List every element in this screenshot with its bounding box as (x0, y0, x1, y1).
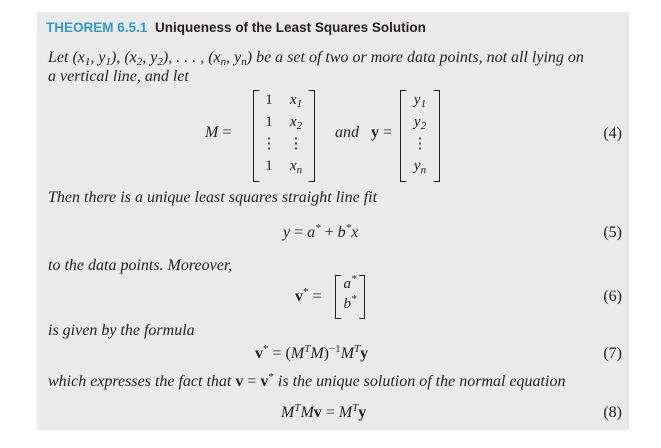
equation-5: y = a* + b*x (283, 222, 359, 241)
equation-number-8: (8) (603, 404, 622, 421)
and-connector: and (335, 124, 359, 141)
equation-6-lhs: v* = (295, 286, 322, 305)
theorem-title: Uniqueness of the Least Squares Solution (155, 20, 426, 35)
equation-7: $v^* = (M^TM)^{-1}M^Ty$ (255, 343, 369, 362)
intro-line-2: a vertical line, and let (48, 68, 189, 85)
equation-8: $M^TMv = M^Ty$ (281, 402, 367, 421)
vector-y: $y_1$ $y_2$ ⋮ $y_n$ (400, 90, 440, 182)
intro-line-1: Let ($x_1$, $y_1$), ($x_2$, $y_2$), . . . , ($x_n$, $y_n$) be a set of two or more data points, not all lying on (48, 49, 584, 68)
equation-number-7: (7) (603, 345, 622, 362)
equation-number-4: (4) (603, 125, 622, 142)
theorem-heading (46, 20, 426, 35)
equation-number-5: (5) (603, 224, 622, 241)
theorem-number: THEOREM 6.5.1 (46, 20, 148, 35)
matrix-M-label: M = (205, 124, 232, 141)
vector-v-star: a* b* (335, 275, 365, 319)
given-by-text: is given by the formula (48, 322, 195, 339)
matrix-M: 1 $x_1$ 1 $x_2$ ⋮ ⋮ 1 $x_n$ (253, 90, 315, 182)
moreover-text: to the data points. Moreover, (48, 257, 233, 274)
equation-number-6: (6) (603, 288, 622, 305)
vector-y-label: y = (371, 124, 393, 141)
expresses-text: which expresses the fact that v = v* is the unique solution of the normal equation (48, 371, 566, 390)
then-text: Then there is a unique least squares straight line fit (48, 189, 378, 206)
